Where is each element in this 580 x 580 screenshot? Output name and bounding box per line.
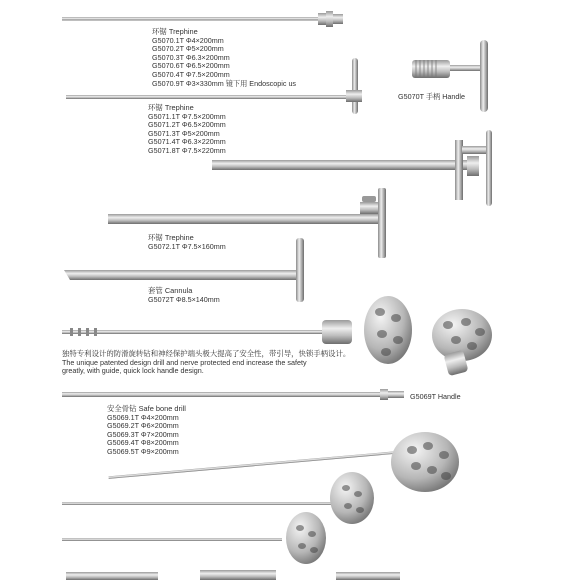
bottom-instrument-fragments [66, 570, 400, 580]
handle-g5069t-image [432, 309, 492, 376]
cannula-spec-block [148, 287, 220, 304]
spec-line: G5070.2T Φ5×200mm [152, 44, 224, 54]
spec-line: G5069.5T Φ9×200mm [107, 446, 179, 456]
spec-line: G5069.1T Φ4×200mm [107, 412, 179, 422]
safe-drill-simple-image [62, 389, 404, 400]
spec-line: G5071.4T Φ6.3×220mm [148, 137, 226, 147]
spec-line: G5072T Φ8.5×140mm [148, 294, 220, 304]
spec-line: G5070.3T Φ6.3×200mm [152, 52, 230, 62]
drill-with-medium-cage-image [62, 472, 374, 524]
drill-description-en-1: The unique patented design drill and nerve protected end increase the safety [62, 357, 307, 367]
spec-line: G5069.4T Φ8×200mm [107, 438, 179, 448]
spec-line: G5070.9T Φ3×330mm 镜下用 Endoscopic us [152, 78, 297, 88]
trephine-with-clamp-image [212, 130, 492, 206]
drill-description [62, 350, 350, 376]
spec-line: G5069.2T Φ6×200mm [107, 421, 179, 431]
safe-bone-drill-title: 安全骨钻 Safe bone drill [107, 404, 186, 413]
spec-line: G5071.1T Φ7.5×200mm [148, 111, 226, 121]
trephine-g5071-spec-block [148, 104, 226, 156]
spec-line: G5069.3T Φ7×200mm [107, 429, 179, 439]
trephine-g5070-title: 环锯 Trephine [152, 27, 198, 36]
trephine-g5072-title: 环锯 Trephine [148, 233, 194, 242]
trephine-g5072-spec-block [148, 234, 226, 251]
spec-line: G5070.4T Φ7.5×200mm [152, 69, 230, 79]
spec-line: G5071.8T Φ7.5×220mm [148, 145, 226, 155]
spec-line: G5071.2T Φ6.5×200mm [148, 120, 226, 130]
handle-g5069t-label: G5069T Handle [410, 392, 461, 401]
spec-line: G5070.6T Φ6.5×200mm [152, 61, 230, 71]
trephine-g5071-title: 环锯 Trephine [148, 103, 194, 112]
drill-description-en-2: greatly, with guide, quick lock handle design. [62, 366, 204, 376]
spec-line: G5070.1T Φ4×200mm [152, 35, 224, 45]
spec-line: G5072.1T Φ7.5×160mm [148, 241, 226, 251]
safe-bone-drill-spec-block [107, 405, 186, 457]
trephine-g5070-spec-block [152, 28, 296, 88]
drill-with-small-cage-image [62, 512, 326, 564]
trephine-g5070-image [62, 11, 343, 27]
spec-line: G5071.3T Φ5×200mm [148, 128, 220, 138]
cannula-title: 套管 Cannula [148, 286, 193, 295]
drill-description-zh: 独特专利设计的防滑旋转钻和神经保护端头极大提高了安全性，带引导，快锁手柄设计。 [62, 349, 351, 358]
handle-g5070t-label: G5070T 手柄 Handle [398, 92, 465, 101]
